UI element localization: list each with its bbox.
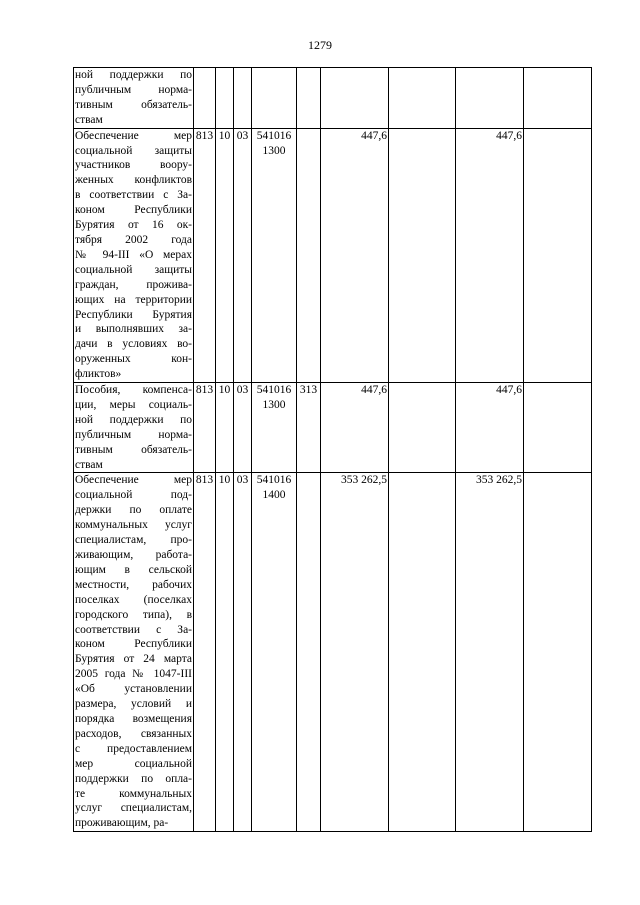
amount-cell: 447,6	[321, 128, 389, 382]
description-line: держки по оплате	[75, 504, 192, 517]
description-line: социальной под-	[75, 489, 192, 502]
section-code-cell: 10	[216, 383, 234, 473]
target-article-part: 541016	[256, 129, 292, 142]
admin-code-cell: 813	[194, 473, 216, 832]
description-line: соответствии с За-	[75, 623, 192, 636]
description-line: Пособия, компенса-	[75, 384, 192, 397]
subsection-code-cell	[234, 68, 252, 129]
empty-amount-cell	[389, 473, 456, 832]
subsection-code-cell: 03	[234, 473, 252, 832]
description-line: в соответствии с За-	[75, 189, 192, 202]
amount-cell-2: 353 262,5	[456, 473, 524, 832]
description-line: коммунальных услуг	[75, 519, 192, 532]
empty-cell	[524, 68, 592, 129]
row-description	[74, 128, 194, 382]
description-line: Республики Бурятия	[75, 308, 192, 321]
admin-code-cell: 813	[194, 128, 216, 382]
description-line: те коммунальных	[75, 787, 192, 800]
description-line: расходов, связанных	[75, 727, 192, 740]
description-line: ции, меры социаль-	[75, 398, 192, 411]
description-line: тивным обязатель-	[75, 443, 192, 456]
amount-cell-2: 447,6	[456, 383, 524, 473]
target-article-cell	[252, 68, 297, 129]
description-line: ющих на территории	[75, 293, 192, 306]
description-line: женных конфликтов	[75, 174, 192, 187]
section-code-cell: 10	[216, 128, 234, 382]
expense-type-cell	[297, 128, 321, 382]
amount-cell-2: 447,6	[456, 128, 524, 382]
description-line: коном Республики	[75, 204, 192, 217]
description-line: мер социальной	[75, 757, 192, 770]
empty-amount-cell	[389, 128, 456, 382]
description-line: поддержки по опла-	[75, 772, 192, 785]
description-line: социальной защиты	[75, 144, 192, 157]
description-line: проживающим, ра-	[75, 817, 169, 830]
description-line: «Об установлении	[75, 683, 192, 696]
description-line: фликтов»	[75, 368, 122, 381]
table-row	[74, 68, 592, 129]
description-line: тивным обязатель-	[75, 98, 192, 111]
row-description	[74, 383, 194, 473]
expense-type-cell	[297, 473, 321, 832]
table-row	[74, 128, 592, 382]
amount-cell: 447,6	[321, 383, 389, 473]
description-line: специалистам, про-	[75, 534, 192, 547]
description-line: с предоставлением	[75, 742, 192, 755]
row-description	[74, 473, 194, 832]
subsection-code-cell: 03	[234, 128, 252, 382]
table-row	[74, 383, 592, 473]
description-line: участников воору-	[75, 159, 192, 172]
admin-code-cell	[194, 68, 216, 129]
description-line: местности, рабочих	[75, 578, 192, 591]
row-description	[74, 68, 194, 129]
description-line: оруженных кон-	[75, 353, 192, 366]
description-line: ной поддержки по	[75, 413, 192, 426]
description-line: порядка возмещения	[75, 712, 192, 725]
description-line: коном Республики	[75, 638, 192, 651]
amount-cell-2	[456, 68, 524, 129]
description-line: социальной защиты	[75, 263, 192, 276]
empty-cell	[524, 473, 592, 832]
description-line: 2005 года № 1047-III	[75, 668, 192, 681]
empty-cell	[524, 383, 592, 473]
amount-cell	[321, 68, 389, 129]
target-article-part: 541016	[256, 474, 292, 487]
description-line: Бурятия от 16 ок-	[75, 219, 192, 232]
description-line: граждан, прожива-	[75, 278, 192, 291]
description-line: размера, условий и	[75, 698, 192, 711]
amount-cell: 353 262,5	[321, 473, 389, 832]
description-line: городского типа), в	[75, 608, 192, 621]
budget-table	[73, 67, 592, 832]
description-line: ствам	[75, 458, 103, 471]
description-line: ющим в сельской	[75, 563, 192, 576]
page-number: 1279	[308, 38, 332, 52]
subsection-code-cell: 03	[234, 383, 252, 473]
description-line: публичным норма-	[75, 428, 192, 441]
target-article-cell	[252, 383, 297, 473]
description-line: тября 2002 года	[75, 233, 192, 246]
description-line: публичным норма-	[75, 83, 192, 96]
expense-type-cell	[297, 68, 321, 129]
empty-cell	[524, 128, 592, 382]
description-line: дачи в условиях во-	[75, 338, 192, 351]
description-line: живающим, работа-	[75, 549, 192, 561]
table-row	[74, 473, 592, 832]
description-line: ной поддержки по	[75, 69, 192, 81]
empty-amount-cell	[389, 383, 456, 473]
target-article-part: 541016	[256, 384, 292, 397]
expense-type-cell: 313	[297, 383, 321, 473]
description-line: поселках (поселках	[75, 593, 192, 606]
description-line: Бурятия от 24 марта	[75, 653, 192, 666]
description-line: Обеспечение мер	[75, 474, 192, 487]
description-line: и выполнявших за-	[75, 323, 192, 336]
target-article-part: 1300	[262, 144, 286, 157]
target-article-part: 1400	[262, 489, 286, 502]
section-code-cell: 10	[216, 473, 234, 832]
target-article-cell	[252, 473, 297, 832]
section-code-cell	[216, 68, 234, 129]
target-article-cell	[252, 128, 297, 382]
admin-code-cell: 813	[194, 383, 216, 473]
description-line: Обеспечение мер	[75, 129, 192, 142]
description-line: услуг специалистам,	[75, 802, 192, 815]
target-article-part: 1300	[262, 398, 286, 411]
empty-amount-cell	[389, 68, 456, 129]
description-line: ствам	[75, 113, 103, 126]
description-line: № 94-III «О мерах	[75, 248, 192, 261]
